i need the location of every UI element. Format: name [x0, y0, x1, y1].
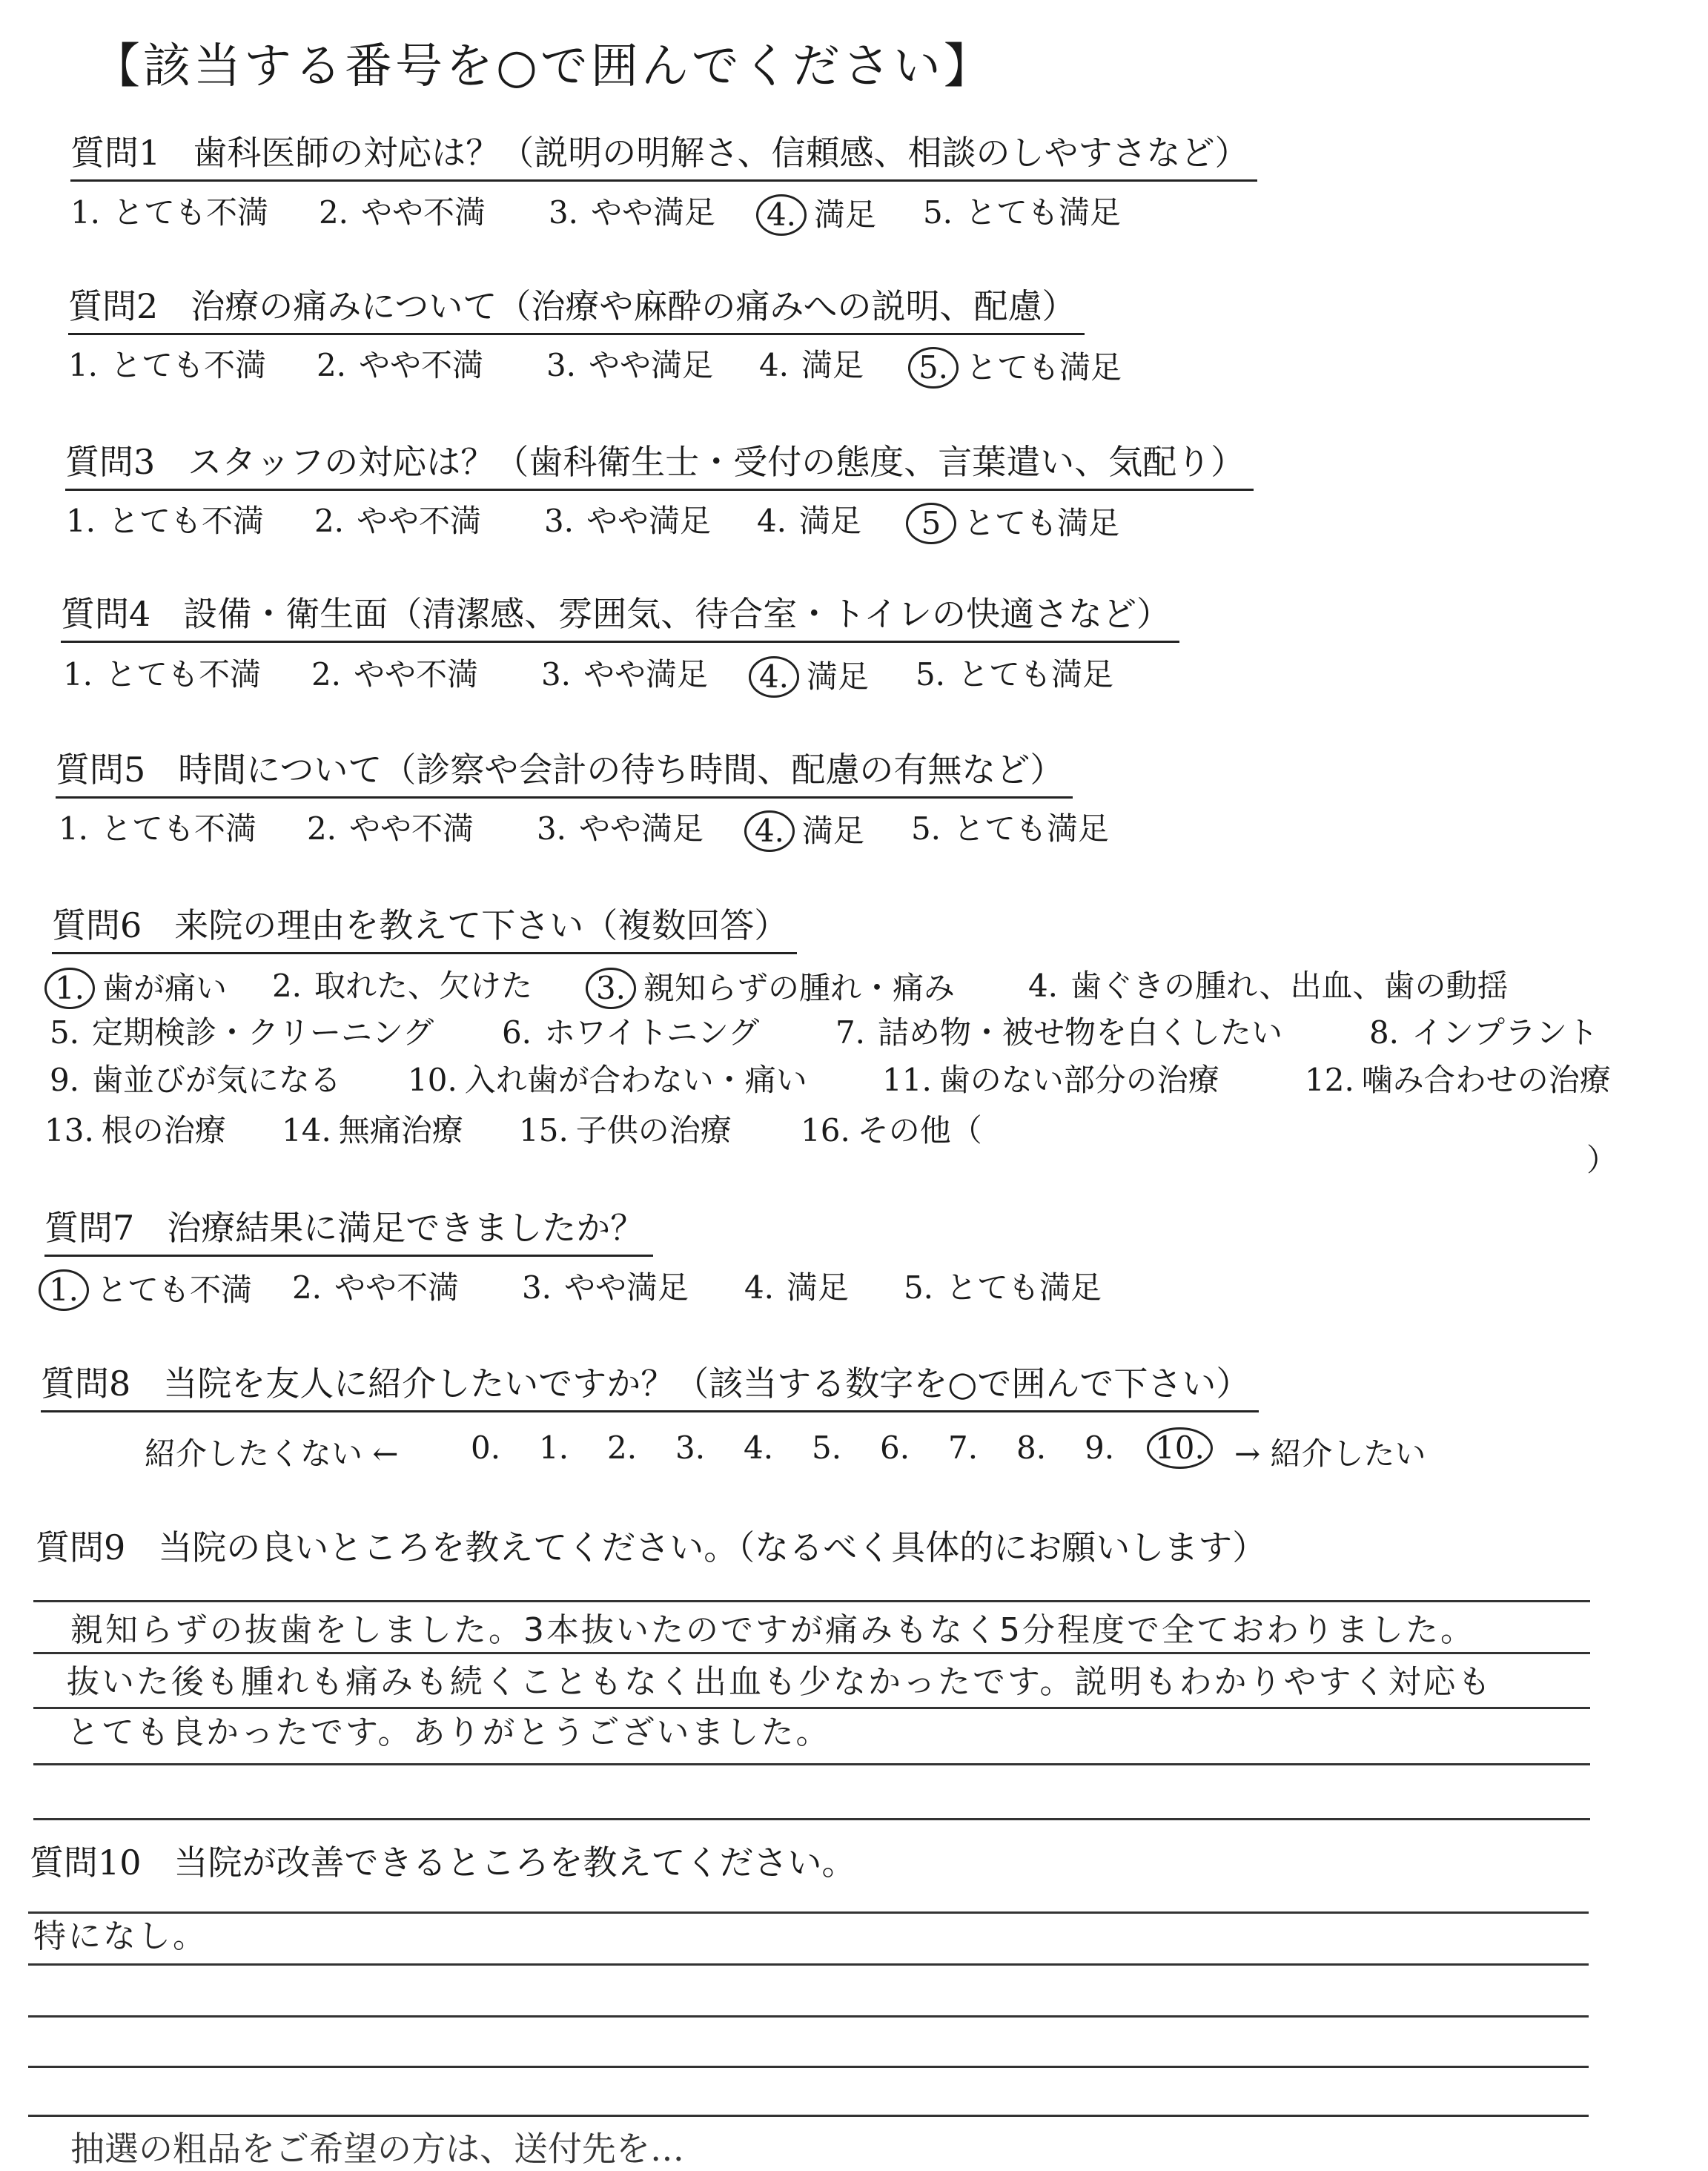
- q6-option-11[interactable]: 11. 歯のない部分の治療: [882, 1062, 1219, 1098]
- question-10-text: 当院が改善できるところを教えてください。: [173, 1843, 856, 1883]
- q7-option-2[interactable]: 2. やや不満: [291, 1269, 460, 1306]
- footer-note: 抽選の粗品をご希望の方は、送付先を…: [70, 2129, 684, 2169]
- q7-option-1[interactable]: 1. とても不満: [39, 1269, 252, 1311]
- q6-option-3[interactable]: 3. 親知らずの腫れ・痛み: [586, 968, 955, 1009]
- q2-option-4[interactable]: 4. 満足: [758, 347, 864, 383]
- q9-handwritten-line-3: とても良かったです。ありがとうございました。: [67, 1714, 831, 1751]
- question-8-title: [41, 1363, 1259, 1412]
- q6-option-7[interactable]: 7. 詰め物・被せ物を白くしたい: [835, 1014, 1283, 1051]
- q2-option-3[interactable]: 3. やや満足: [546, 347, 714, 383]
- q8-scale-9[interactable]: 9.: [1085, 1430, 1115, 1466]
- q9-answer-line-5: [33, 1818, 1590, 1820]
- question-5-text: 時間について（診察や会計の待ち時間、配慮の有無など）: [178, 750, 1065, 790]
- q9-handwritten-line-1: 親知らずの抜歯をしました。3本抜いたのですが痛みもなく5分程度で全ておわりました。: [70, 1611, 1475, 1649]
- q8-scale-5[interactable]: 5.: [812, 1430, 842, 1466]
- q10-answer-line-5: [28, 2115, 1589, 2117]
- q8-scale-3[interactable]: 3.: [675, 1430, 706, 1466]
- q7-option-5[interactable]: 5. とても満足: [903, 1269, 1102, 1306]
- question-7-number: 質問7: [44, 1208, 135, 1248]
- q9-handwritten-line-2: 抜いた後も腫れも痛みも続くこともなく出血も少なかったです。説明もわかりやすく対応も: [67, 1663, 1493, 1701]
- question-5-number: 質問5: [56, 750, 146, 790]
- question-5-title: [56, 749, 1073, 799]
- q5-option-4[interactable]: 4. 満足: [744, 810, 864, 852]
- q6-option-13[interactable]: 13. 根の治療: [44, 1112, 226, 1149]
- q1-option-5[interactable]: 5. とても満足: [922, 194, 1122, 231]
- q2-option-1[interactable]: 1. とても不満: [67, 347, 267, 383]
- q9-answer-line-1: [33, 1600, 1590, 1602]
- q4-option-5[interactable]: 5. とても満足: [915, 656, 1114, 693]
- q8-scale-1[interactable]: 1.: [539, 1430, 569, 1466]
- q6-option-9[interactable]: 9. 歯並びが気になる: [49, 1062, 342, 1098]
- q5-option-3[interactable]: 3. やや満足: [536, 810, 704, 847]
- q10-answer-line-2: [28, 1963, 1589, 1966]
- q2-option-2[interactable]: 2. やや不満: [316, 347, 484, 383]
- q8-scale-6[interactable]: 6.: [880, 1430, 910, 1466]
- question-2-text: 治療の痛みについて（治療や麻酔の痛みへの説明、配慮）: [191, 286, 1076, 326]
- q6-option-14[interactable]: 14. 無痛治療: [282, 1112, 463, 1149]
- question-6-number: 質問6: [52, 905, 142, 945]
- q10-answer-line-3: [28, 2015, 1589, 2018]
- q6-option-15[interactable]: 15. 子供の治療: [519, 1112, 732, 1149]
- q6-option-5[interactable]: 5. 定期検診・クリーニング: [49, 1014, 434, 1051]
- q3-option-3[interactable]: 3. やや満足: [543, 503, 712, 539]
- q8-scale-0[interactable]: 0.: [471, 1430, 501, 1466]
- q9-answer-line-4: [33, 1763, 1590, 1765]
- question-1-text: 歯科医師の対応は？（説明の明解さ、信頼感、相談のしやすさなど）: [193, 133, 1249, 173]
- q7-option-3[interactable]: 3. やや満足: [521, 1269, 689, 1306]
- question-4-number: 質問4: [61, 594, 151, 634]
- q10-answer-line-4: [28, 2066, 1589, 2068]
- q6-other-close-paren: ）: [1586, 1142, 1618, 1178]
- q3-option-2[interactable]: 2. やや不満: [314, 503, 482, 539]
- q8-scale-4[interactable]: 4.: [744, 1430, 774, 1466]
- q4-option-1[interactable]: 1. とても不満: [62, 656, 262, 693]
- q4-option-3[interactable]: 3. やや満足: [540, 656, 709, 693]
- q7-option-4[interactable]: 4. 満足: [744, 1269, 850, 1306]
- question-8-number: 質問8: [41, 1364, 131, 1404]
- question-9-title: [36, 1527, 1266, 1568]
- q3-option-5[interactable]: 5 とても満足: [906, 503, 1119, 544]
- q8-left-label: 紹介したくない ←: [145, 1435, 399, 1472]
- question-8-text: 当院を友人に紹介したいですか？（該当する数字を○で囲んで下さい）: [163, 1364, 1251, 1404]
- q1-option-2[interactable]: 2. やや不満: [318, 194, 486, 231]
- question-1-number: 質問1: [70, 133, 161, 173]
- question-6-title: [52, 905, 797, 954]
- question-10-title: [30, 1843, 856, 1883]
- q6-option-10[interactable]: 10. 入れ歯が合わない・痛い: [408, 1062, 807, 1098]
- question-7-text: 治療結果に満足できましたか？: [167, 1208, 645, 1248]
- q8-scale-10[interactable]: 10.: [1147, 1427, 1213, 1469]
- question-4-text: 設備・衛生面（清潔感、雰囲気、待合室・トイレの快適さなど）: [183, 594, 1171, 634]
- q10-handwritten-answer: 特になし。: [33, 1917, 208, 1955]
- q8-scale-7[interactable]: 7.: [948, 1430, 979, 1466]
- q6-option-4[interactable]: 4. 歯ぐきの腫れ、出血、歯の動揺: [1027, 968, 1509, 1004]
- q6-option-12[interactable]: 12. 噛み合わせの治療: [1305, 1062, 1611, 1098]
- q1-option-1[interactable]: 1. とても不満: [70, 194, 269, 231]
- question-2-title: [68, 285, 1085, 335]
- q5-option-1[interactable]: 1. とても不満: [58, 810, 257, 847]
- q4-option-4[interactable]: 4. 満足: [749, 656, 869, 698]
- q10-answer-line-1: [28, 1911, 1589, 1914]
- question-9-number: 質問9: [36, 1527, 126, 1567]
- q5-option-2[interactable]: 2. やや不満: [306, 810, 474, 847]
- q8-scale-2[interactable]: 2.: [607, 1430, 638, 1466]
- question-6-text: 来院の理由を教えて下さい（複数回答）: [174, 905, 789, 945]
- q1-option-3[interactable]: 3. やや満足: [548, 194, 716, 231]
- question-4-title: [61, 593, 1179, 643]
- q4-option-2[interactable]: 2. やや不満: [311, 656, 479, 693]
- q6-option-8[interactable]: 8. インプラント: [1368, 1014, 1599, 1051]
- question-3-number: 質問3: [65, 442, 156, 482]
- question-9-text: 当院の良いところを教えてください。（なるべく具体的にお願いします）: [158, 1527, 1267, 1567]
- q2-option-5[interactable]: 5. とても満足: [908, 347, 1122, 389]
- page-heading: 【該当する番号を○で囲んでください】: [93, 39, 994, 94]
- question-3-title: [65, 441, 1254, 491]
- question-2-number: 質問2: [68, 286, 159, 326]
- question-10-number: 質問10: [30, 1843, 142, 1883]
- q8-right-label: → 紹介したい: [1234, 1435, 1426, 1472]
- q5-option-5[interactable]: 5. とても満足: [910, 810, 1110, 847]
- q6-option-1[interactable]: 1. 歯が痛い: [44, 968, 227, 1009]
- q3-option-4[interactable]: 4. 満足: [756, 503, 862, 539]
- q9-answer-line-2: [33, 1652, 1590, 1654]
- q6-option-2[interactable]: 2. 取れた、欠けた: [271, 968, 533, 1004]
- q6-option-16[interactable]: 16. その他（: [801, 1112, 982, 1149]
- question-1-title: [70, 132, 1257, 182]
- q1-option-4[interactable]: 4. 満足: [756, 194, 876, 236]
- question-7-title: [44, 1207, 653, 1257]
- q6-option-6[interactable]: 6. ホワイトニング: [501, 1014, 760, 1051]
- q3-option-1[interactable]: 1. とても不満: [65, 503, 265, 539]
- q8-scale-8[interactable]: 8.: [1016, 1430, 1047, 1466]
- question-3-text: スタッフの対応は？（歯科衛生士・受付の態度、言葉遣い、気配り）: [188, 442, 1245, 482]
